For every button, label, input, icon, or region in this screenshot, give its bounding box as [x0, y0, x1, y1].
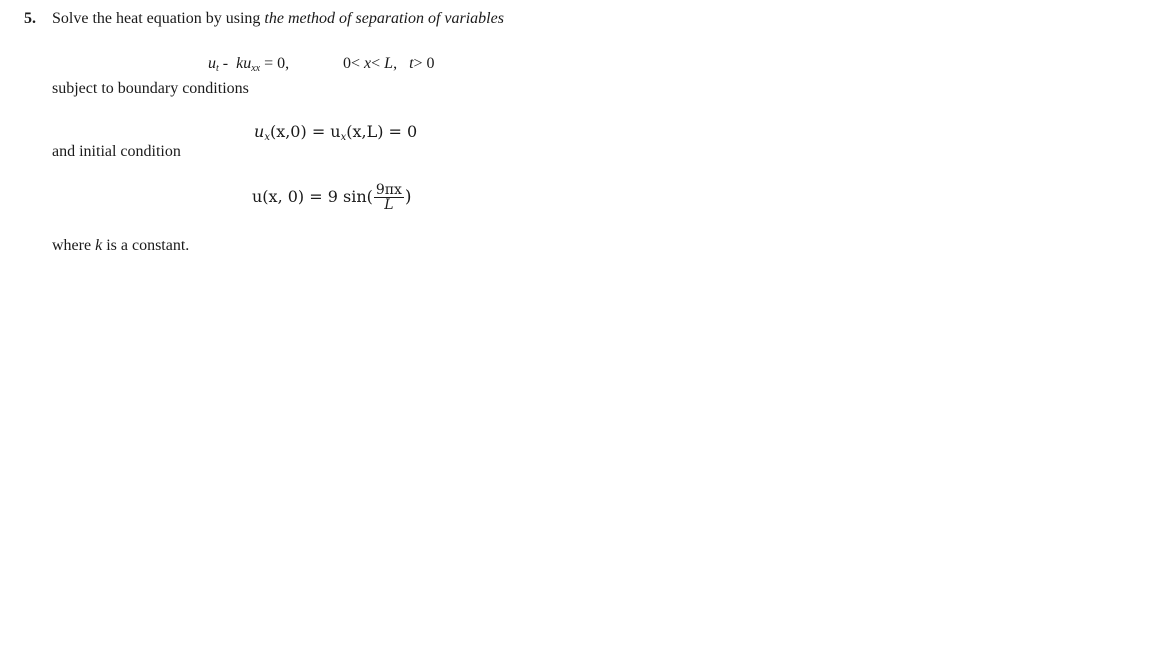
domain-gt0: > 0 [413, 55, 435, 72]
ic-fraction [374, 183, 404, 212]
domain-comma: , [393, 55, 398, 72]
where-after: is a constant. [102, 237, 190, 254]
ic-lhs: u(x, 0) = 9 sin( [252, 187, 373, 206]
where-k: k [95, 237, 103, 254]
ic-denominator: L [374, 197, 404, 212]
pde-domain [343, 55, 435, 73]
pde-k: k [236, 55, 244, 72]
domain-lt: < [371, 55, 385, 72]
pde-minus: - [222, 55, 229, 72]
problem-intro: Solve the heat equation by using [52, 10, 261, 27]
problem-number: 5. [24, 10, 36, 27]
bc-u1: u [254, 122, 265, 141]
bc-sub2: x [340, 132, 347, 143]
initial-condition [252, 183, 412, 212]
subject-text: subject to boundary conditions [52, 80, 249, 97]
bc-args1: (x,0) = u [269, 122, 341, 141]
problem-method: the method of separation of variables [264, 10, 504, 27]
pde-xx-subscript: xx [251, 63, 261, 74]
initial-text: and initial condition [52, 143, 181, 160]
domain-x: x [364, 55, 372, 72]
boundary-condition [254, 122, 417, 141]
bc-sub1: x [264, 132, 270, 143]
where-before: where [52, 237, 96, 254]
ic-numerator: 9πx [375, 182, 402, 198]
domain-L: L [384, 55, 394, 72]
pde-u2: u [243, 55, 252, 72]
heat-equation [208, 55, 289, 73]
pde-t-subscript: t [216, 63, 219, 74]
where-text [52, 237, 189, 255]
ic-close-paren: ) [404, 187, 412, 207]
pde-u: u [208, 55, 216, 72]
bc-args2: (x,L) = 0 [346, 122, 418, 141]
problem-statement [52, 10, 504, 28]
domain-lower: 0< [343, 55, 365, 72]
domain-t: t [409, 55, 414, 72]
pde-rhs: = 0, [264, 55, 290, 72]
